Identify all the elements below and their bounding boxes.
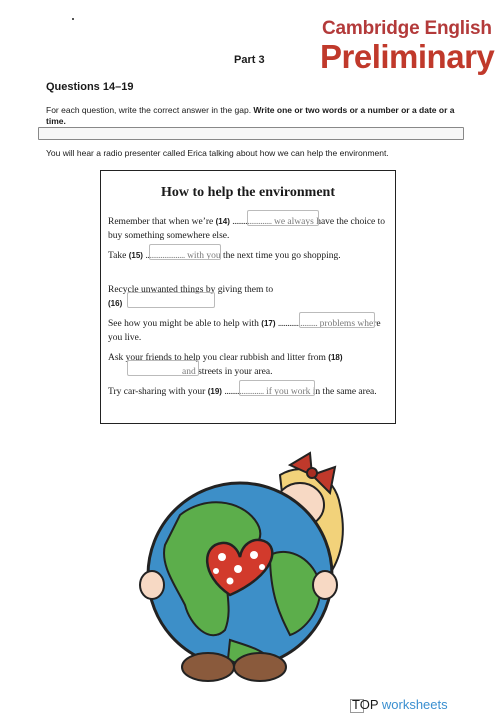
part-heading: Part 3: [234, 54, 265, 66]
answer-field-18[interactable]: [127, 360, 199, 376]
notes-box: [100, 170, 396, 424]
note-item-15: Take (15) ..................... with you the next time you go shopping.: [108, 251, 341, 261]
notes-title: How to help the environment: [161, 185, 335, 200]
globe-illustration: [130, 445, 360, 685]
answer-bar[interactable]: [38, 127, 464, 140]
intro-text: You will hear a radio presenter called Erica talking about how we can help the environment.: [46, 148, 389, 158]
instructions: [46, 105, 456, 127]
note-item-14: Remember that when we’re (14) ..................... we always have the choice to buy something somewhere else.: [108, 217, 386, 241]
note-item-17: See how you might be able to help with (17) ..................... problems where you live.: [108, 319, 381, 343]
answer-field-16[interactable]: [127, 292, 215, 308]
earth-hug-icon: [130, 445, 360, 685]
note-item-18: Ask your friends to help you clear rubbish and litter from (18) and streets in your area.: [108, 353, 343, 377]
note-item-16: Recycle unwanted things by giving them to (16): [108, 285, 274, 308]
watermark: TOP worksheets: [352, 697, 448, 712]
brand-subtitle: Cambridge English: [322, 18, 492, 39]
note-item-19: Try car-sharing with your (19) ..................... if you work in the same area.: [108, 387, 377, 397]
questions-heading: Questions 14–19: [46, 81, 134, 93]
stray-mark: [72, 18, 74, 20]
instructions-bold: Write one or two words or a number or a date or a time.: [46, 105, 455, 126]
answer-field-15[interactable]: [149, 244, 221, 260]
answer-field-17[interactable]: [299, 312, 375, 328]
answer-field-19[interactable]: [239, 380, 315, 396]
answer-field-14[interactable]: [247, 210, 319, 226]
instructions-text: For each question, write the correct answer in the gap.: [46, 105, 254, 115]
brand-title: Preliminary: [320, 38, 495, 75]
